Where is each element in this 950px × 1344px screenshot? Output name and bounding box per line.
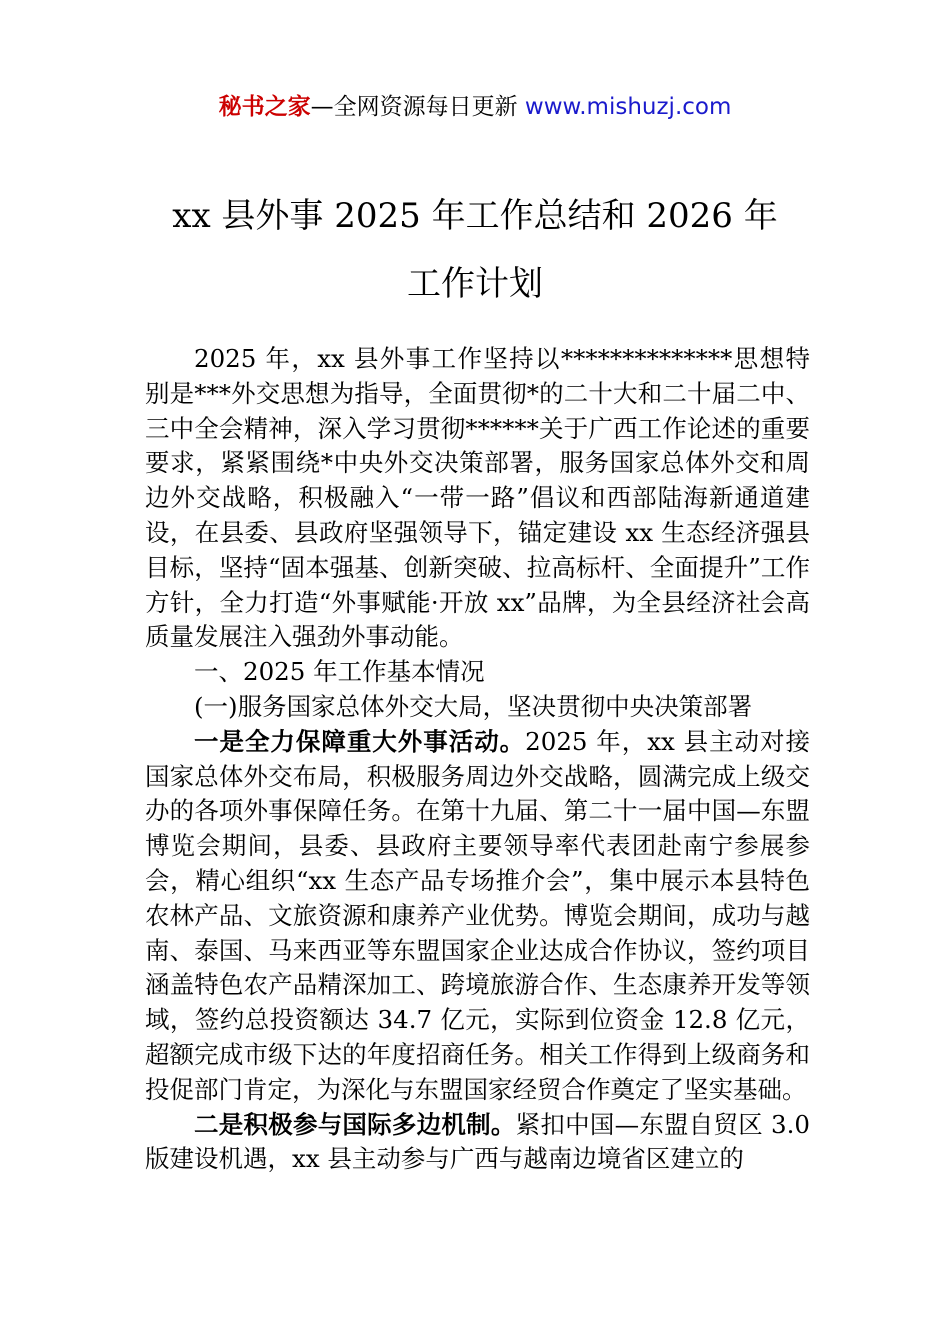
subsection-heading: (一)服务国家总体外交大局，坚决贯彻中央决策部署 xyxy=(194,691,753,721)
site-url-link[interactable]: www.mishuzj.com xyxy=(524,94,732,120)
paragraph-1 xyxy=(145,725,810,1108)
section-heading: 一、2025 年工作基本情况 xyxy=(194,657,485,687)
site-banner xyxy=(0,88,950,121)
brand-name: 秘书之家 xyxy=(218,94,311,120)
intro-paragraph: 2025 年，xx 县外事工作坚持以**************思想特别是***外交思想为指导，全面贯彻*的二十大和二十届二中、三中全会精神，深入学习贯彻******关于广西工作论述的重要要求，紧紧围绕*中央外交决策部署，服务国家总体外交和周边外交战略，积极融入“一带一路”倡议和西部陆海新通道建设，在县委、县政府坚强领导下，锚定建设 xx 生态经济强县目标，坚持“固本强基、创新突破、拉高标杆、全面提升”工作方针，全力打造“外事赋能·开放 xx”品牌，为全县经济社会高质量发展注入强劲外事动能。 xyxy=(145,344,810,652)
document-body xyxy=(145,342,810,1177)
document-title-line-2: 工作计划 xyxy=(407,264,543,304)
paragraph-2-lead: 二是积极参与国际多边机制。 xyxy=(194,1109,516,1139)
paragraph-2-text: 紧扣中国—东盟自贸区 3.0 版建设机遇，xx 县主动参与广西与越南边境省区建立的 xyxy=(145,1109,811,1174)
banner-slogan: —全网资源每日更新 xyxy=(310,94,518,120)
paragraph-2 xyxy=(145,1108,810,1178)
document-title-line-1: xx 县外事 2025 年工作总结和 2026 年 xyxy=(172,196,778,236)
paragraph-1-lead: 一是全力保障重大外事活动。 xyxy=(194,726,526,756)
paragraph-1-text: 2025 年，xx 县主动对接国家总体外交布局，积极服务周边外交战略，圆满完成上级交办的各项外事保障任务。在第十九届、第二十一届中国—东盟博览会期间，县委、县政府主要领导率代表团赴南宁参展参会，精心组织“xx 生态产品专场推介会”，集中展示本县特色农林产品、文旅资源和康养产业优势。博览会期间，成功与越南、泰国、马来西亚等东盟国家企业达成合作协议，签约项目涵盖特色农产品精深加工、跨境旅游合作、生态康养开发等领域，签约总投资额达 34.7 亿元，实际到位资金 12.8 亿元，超额完成市级下达的年度招商任务。相关工作得到上级商务和投促部门肯定，为深化与东盟国家经贸合作奠定了坚实基础。 xyxy=(145,726,811,1104)
